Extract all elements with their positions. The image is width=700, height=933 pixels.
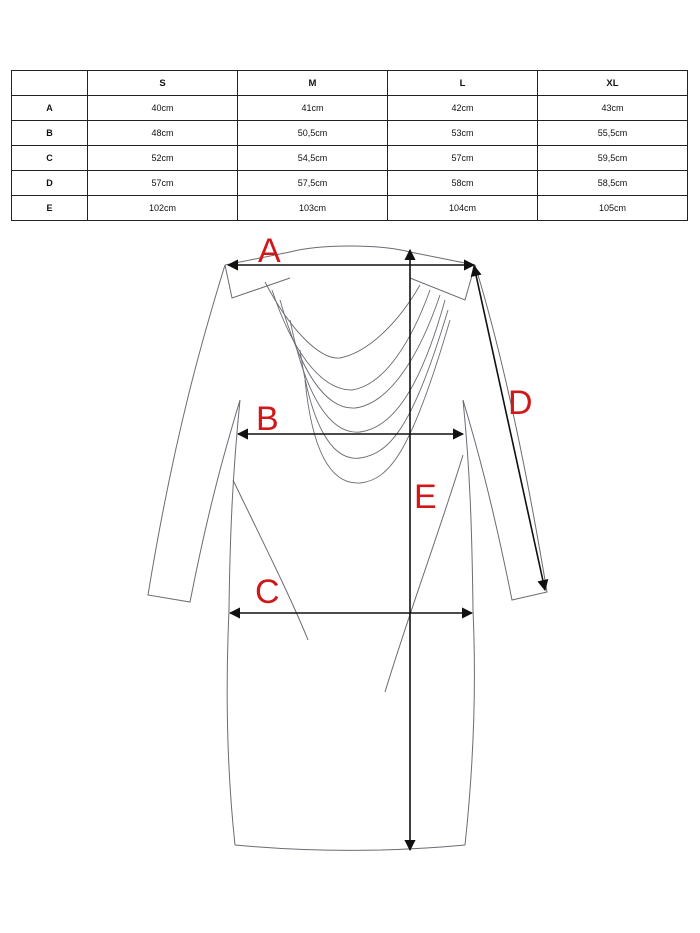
table-cell: 54,5cm <box>238 146 388 171</box>
table-cell: 57cm <box>88 171 238 196</box>
table-cell: 48cm <box>88 121 238 146</box>
table-cell: 43cm <box>538 96 688 121</box>
label-c: C <box>255 573 280 611</box>
table-cell: 55,5cm <box>538 121 688 146</box>
table-row <box>12 171 688 196</box>
table-cell: 58,5cm <box>538 171 688 196</box>
measurement-labels <box>255 232 533 611</box>
table-header-row <box>12 71 688 96</box>
size-chart-table <box>11 70 688 221</box>
header-size-m: M <box>238 71 388 96</box>
table-row <box>12 121 688 146</box>
row-label: C <box>12 146 88 171</box>
table-cell: 52cm <box>88 146 238 171</box>
table-cell: 104cm <box>388 196 538 221</box>
cowl-drape <box>265 282 450 483</box>
row-label: E <box>12 196 88 221</box>
row-label: D <box>12 171 88 196</box>
table-cell: 57cm <box>388 146 538 171</box>
row-label: A <box>12 96 88 121</box>
label-a: A <box>258 232 281 270</box>
table-row <box>12 146 688 171</box>
label-b: B <box>256 400 279 438</box>
header-size-xl: XL <box>538 71 688 96</box>
label-d: D <box>508 384 533 422</box>
table-cell: 41cm <box>238 96 388 121</box>
label-e: E <box>414 478 437 516</box>
table-cell: 105cm <box>538 196 688 221</box>
table-cell: 59,5cm <box>538 146 688 171</box>
table-cell: 102cm <box>88 196 238 221</box>
header-size-l: L <box>388 71 538 96</box>
table-cell: 58cm <box>388 171 538 196</box>
row-label: B <box>12 121 88 146</box>
table-cell: 50,5cm <box>238 121 388 146</box>
table-cell: 57,5cm <box>238 171 388 196</box>
table-cell: 103cm <box>238 196 388 221</box>
table-cell: 53cm <box>388 121 538 146</box>
dress-outline <box>148 246 547 850</box>
measurement-lines <box>228 250 545 850</box>
table-row <box>12 96 688 121</box>
table-row <box>12 196 688 221</box>
table-cell: 42cm <box>388 96 538 121</box>
header-size-s: S <box>88 71 238 96</box>
table-cell: 40cm <box>88 96 238 121</box>
measure-d-line <box>474 266 545 590</box>
dress-measurement-diagram <box>0 230 700 933</box>
header-corner <box>12 71 88 96</box>
